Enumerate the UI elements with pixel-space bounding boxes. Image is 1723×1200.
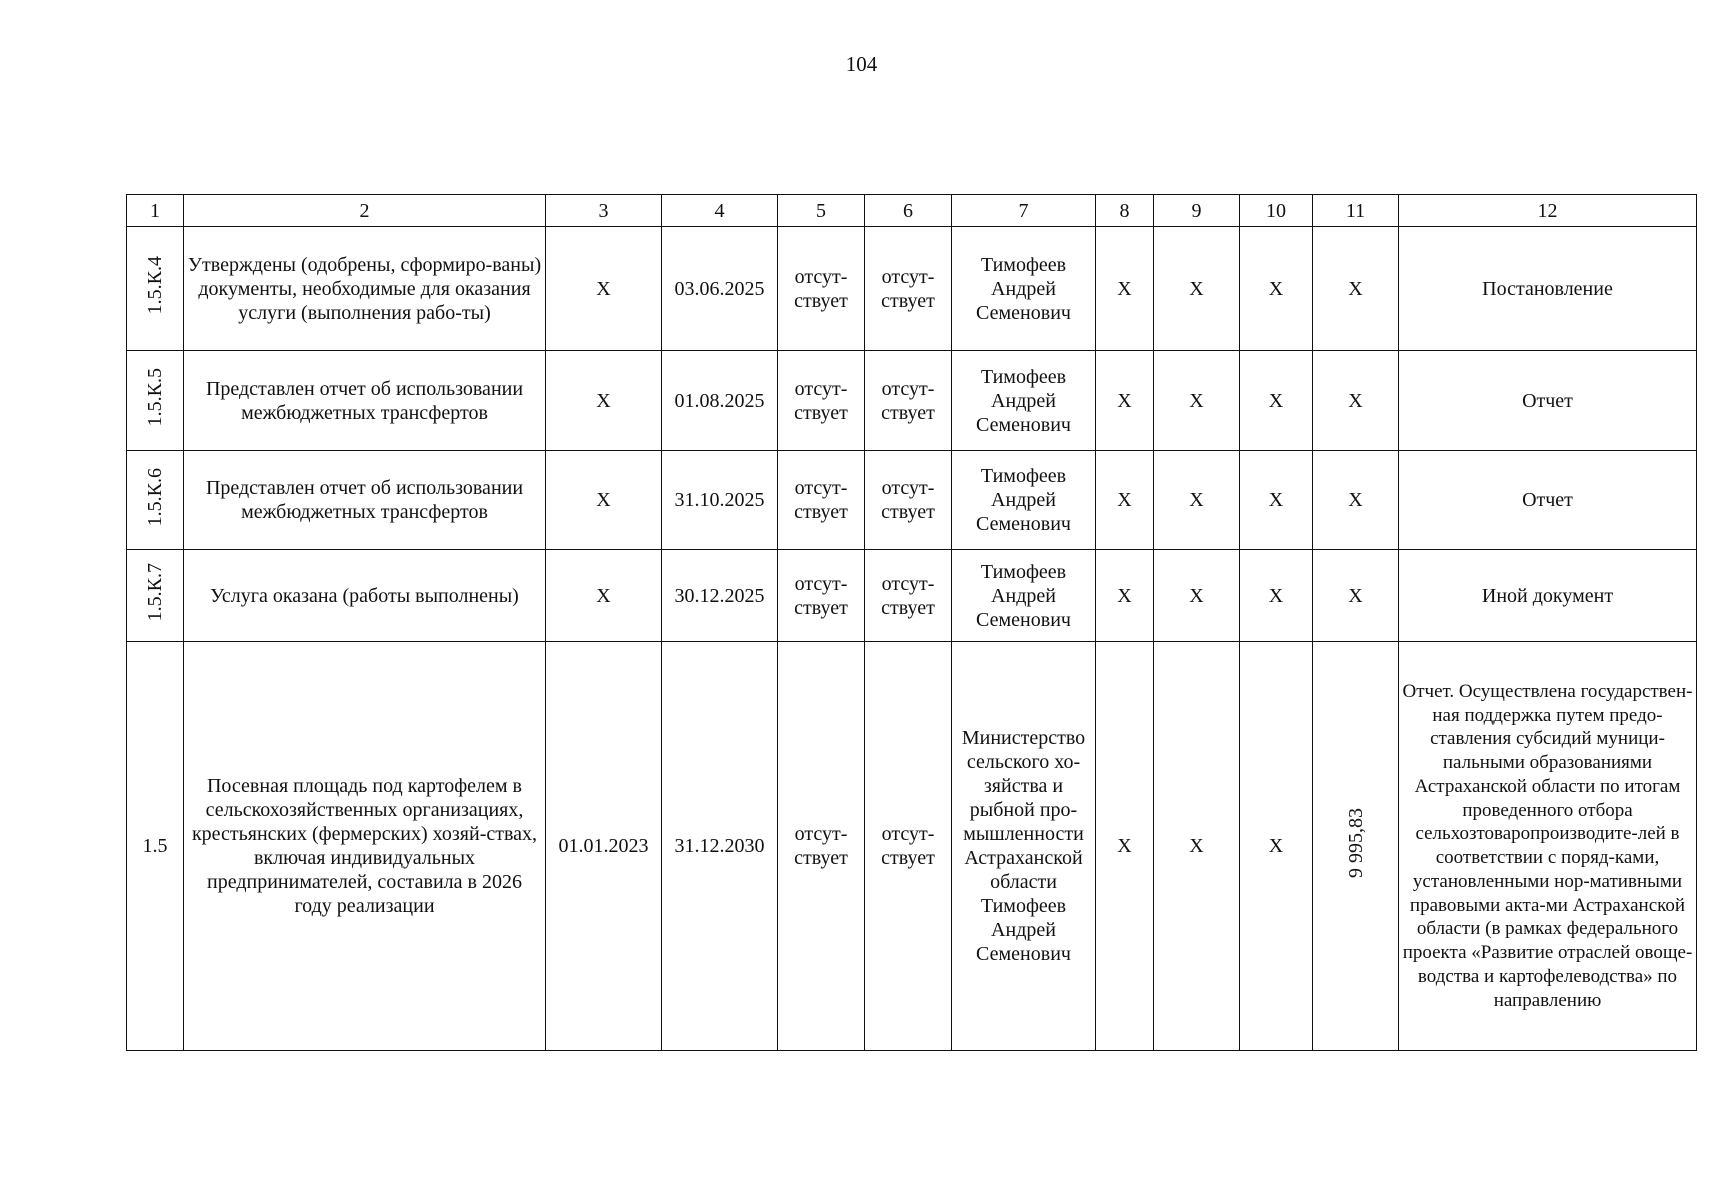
- row-code-text: 1.5.К.7: [144, 563, 166, 622]
- col-header-6: 6: [865, 195, 952, 227]
- event-description: Посевная площадь под картофелем в сельскохозяйственных организациях, крестьянских (фермерских) хозяй-ствах, включая индивидуальных предпринимателей, составила в 2026 году реализации: [184, 642, 546, 1051]
- event-description: Представлен отчет об использовании межбюджетных трансфертов: [184, 451, 546, 550]
- row-code: [127, 550, 184, 642]
- col-8-value: X: [1096, 550, 1154, 642]
- start-date: 01.01.2023: [546, 642, 662, 1051]
- col-header-12: 12: [1399, 195, 1697, 227]
- responsible-person: Тимофеев Андрей Семенович: [952, 227, 1096, 351]
- responsible-person: Тимофеев Андрей Семенович: [952, 451, 1096, 550]
- col-11-value: X: [1313, 351, 1399, 451]
- row-code-text: 1.5.К.4: [144, 256, 166, 315]
- col-8-value: X: [1096, 451, 1154, 550]
- col-6-value: отсут-ствует: [865, 550, 952, 642]
- col-9-value: X: [1154, 550, 1240, 642]
- end-date: 03.06.2025: [662, 227, 778, 351]
- col-header-1: 1: [127, 195, 184, 227]
- result-note: Отчет. Осуществлена государствен-ная поддержка путем предо-ставления субсидий муници-пальными образованиями Астраханской области по итогам проведенного отбора сельхозтоваропроизводите-лей в соответствии с поряд-ками, установленными нор-мативными правовыми акта-ми Астраханской области (в рамках федерального проекта «Развитие отраслей овоще-водства и картофелеводства» по направлению: [1399, 642, 1697, 1051]
- col-5-value: отсут-ствует: [778, 351, 865, 451]
- col-header-10: 10: [1240, 195, 1313, 227]
- col-11-value: [1313, 642, 1399, 1051]
- end-date: 30.12.2025: [662, 550, 778, 642]
- row-code-text: 1.5.К.5: [144, 368, 166, 427]
- table-row: [127, 227, 1697, 351]
- col-5-value: отсут-ствует: [778, 550, 865, 642]
- start-date: X: [546, 351, 662, 451]
- document-type: Отчет: [1399, 451, 1697, 550]
- responsible-person: Тимофеев Андрей Семенович: [952, 550, 1096, 642]
- col-10-value: X: [1240, 451, 1313, 550]
- row-code: [127, 351, 184, 451]
- document-type: Отчет: [1399, 351, 1697, 451]
- end-date: 31.12.2030: [662, 642, 778, 1051]
- col-header-5: 5: [778, 195, 865, 227]
- col-header-7: 7: [952, 195, 1096, 227]
- start-date: X: [546, 550, 662, 642]
- col-9-value: X: [1154, 227, 1240, 351]
- row-code-text: 1.5.К.6: [144, 467, 166, 527]
- row-code: 1.5: [127, 642, 184, 1051]
- responsible-person: Министерство сельского хо-зяйства и рыбной про-мышленности Астраханской области Тимофеев Андрей Семенович: [952, 642, 1096, 1051]
- col-8-value: X: [1096, 351, 1154, 451]
- event-description: Услуга оказана (работы выполнены): [184, 550, 546, 642]
- amount-text: 9 995,83: [1344, 808, 1367, 878]
- table-row: [127, 550, 1697, 642]
- start-date: X: [546, 451, 662, 550]
- col-10-value: X: [1240, 227, 1313, 351]
- col-header-9: 9: [1154, 195, 1240, 227]
- table-row: [127, 351, 1697, 451]
- col-5-value: отсут-ствует: [778, 642, 865, 1051]
- activity-table: [126, 194, 1697, 1051]
- col-10-value: X: [1240, 642, 1313, 1051]
- row-code: [127, 227, 184, 351]
- col-6-value: отсут-ствует: [865, 351, 952, 451]
- col-9-value: X: [1154, 451, 1240, 550]
- col-5-value: отсут-ствует: [778, 451, 865, 550]
- end-date: 31.10.2025: [662, 451, 778, 550]
- col-10-value: X: [1240, 550, 1313, 642]
- col-8-value: X: [1096, 642, 1154, 1051]
- col-9-value: X: [1154, 642, 1240, 1051]
- col-6-value: отсут-ствует: [865, 642, 952, 1051]
- col-header-2: 2: [184, 195, 546, 227]
- col-header-11: 11: [1313, 195, 1399, 227]
- event-description: Представлен отчет об использовании межбюджетных трансфертов: [184, 351, 546, 451]
- responsible-person: Тимофеев Андрей Семенович: [952, 351, 1096, 451]
- col-10-value: X: [1240, 351, 1313, 451]
- col-6-value: отсут-ствует: [865, 227, 952, 351]
- col-5-value: отсут-ствует: [778, 227, 865, 351]
- col-header-8: 8: [1096, 195, 1154, 227]
- page-number: 104: [845, 52, 878, 76]
- col-header-4: 4: [662, 195, 778, 227]
- col-11-value: X: [1313, 550, 1399, 642]
- table-row: [127, 642, 1697, 1051]
- end-date: 01.08.2025: [662, 351, 778, 451]
- col-11-value: X: [1313, 227, 1399, 351]
- document-type: Постановление: [1399, 227, 1697, 351]
- col-8-value: X: [1096, 227, 1154, 351]
- header-row: [127, 195, 1697, 227]
- col-header-3: 3: [546, 195, 662, 227]
- start-date: X: [546, 227, 662, 351]
- event-description: Утверждены (одобрены, сформиро-ваны) документы, необходимые для оказания услуги (выполнения рабо-ты): [184, 227, 546, 351]
- col-9-value: X: [1154, 351, 1240, 451]
- col-6-value: отсут-ствует: [865, 451, 952, 550]
- row-code: [127, 451, 184, 550]
- table-row: [127, 451, 1697, 550]
- col-11-value: X: [1313, 451, 1399, 550]
- document-type: Иной документ: [1399, 550, 1697, 642]
